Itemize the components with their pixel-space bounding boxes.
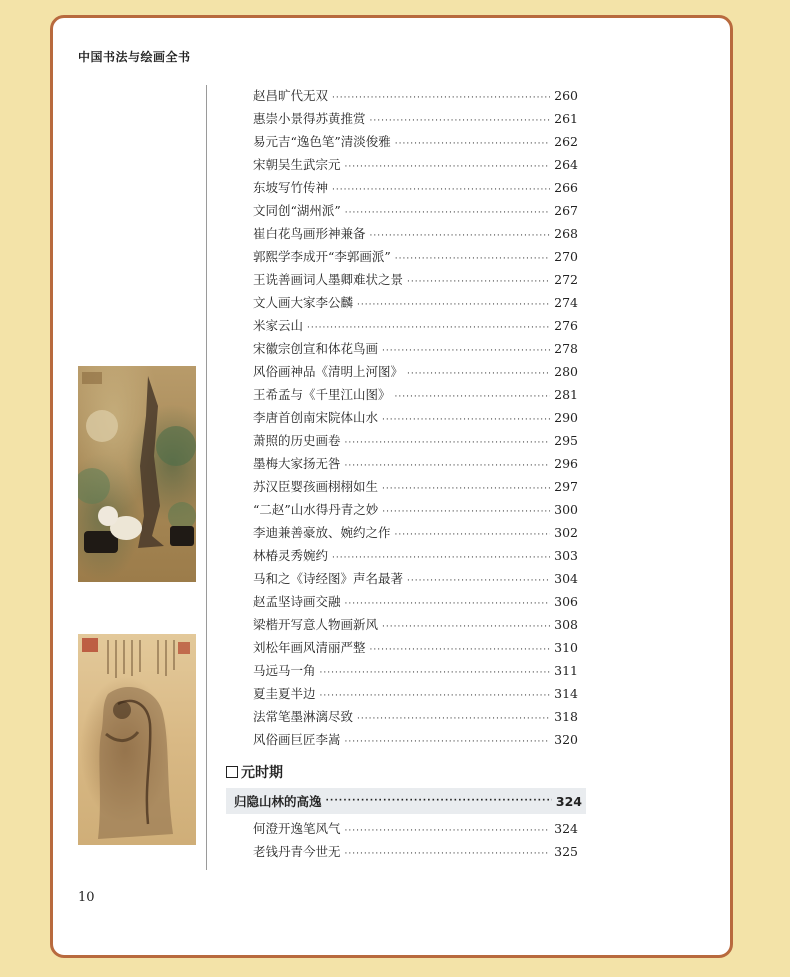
dot-leader bbox=[345, 432, 551, 455]
toc-entry-title: 李迪兼善豪放、婉约之作 bbox=[253, 525, 391, 540]
toc-entry-title: 风俗画巨匠李嵩 bbox=[253, 732, 341, 747]
toc-entry[interactable] bbox=[253, 659, 578, 682]
dot-leader bbox=[382, 409, 550, 432]
dot-leader bbox=[345, 843, 551, 866]
dot-leader bbox=[407, 363, 550, 386]
dot-leader bbox=[320, 685, 551, 708]
toc-entry-page: 300 bbox=[554, 502, 578, 517]
section-heading bbox=[226, 762, 283, 782]
section-heading-label: 元时期 bbox=[241, 765, 283, 781]
toc-entry[interactable] bbox=[253, 84, 578, 107]
dot-leader bbox=[382, 616, 550, 639]
dot-leader bbox=[395, 133, 550, 156]
toc-entry-title: 萧照的历史画卷 bbox=[253, 433, 341, 448]
dot-leader bbox=[357, 708, 550, 731]
toc-entry[interactable] bbox=[253, 728, 578, 751]
toc-entry[interactable] bbox=[253, 153, 578, 176]
toc-entry[interactable] bbox=[253, 590, 578, 613]
toc-entry-title: 马远马一角 bbox=[253, 663, 316, 678]
toc-entry-title: “二赵”山水得丹青之妙 bbox=[253, 502, 379, 517]
dot-leader bbox=[345, 731, 551, 754]
painting-illustration bbox=[78, 634, 196, 845]
divider-line bbox=[206, 85, 207, 870]
toc-entry-page: 278 bbox=[554, 341, 578, 356]
dot-leader bbox=[345, 202, 550, 225]
toc-entry-title: 米家云山 bbox=[253, 318, 304, 333]
dot-leader bbox=[395, 248, 550, 271]
toc-entry-page: 268 bbox=[554, 226, 578, 241]
toc-entry-page: 304 bbox=[554, 571, 578, 586]
toc-entry-title: 马和之《诗经图》声名最著 bbox=[253, 571, 404, 586]
toc-entry-page: 311 bbox=[554, 663, 578, 678]
dot-leader bbox=[407, 271, 550, 294]
toc-entry-title: 文人画大家李公麟 bbox=[253, 295, 354, 310]
toc-entry-page: 272 bbox=[554, 272, 578, 287]
dot-leader bbox=[382, 340, 550, 363]
toc-entry[interactable] bbox=[253, 705, 578, 728]
toc-entry-page: 267 bbox=[554, 203, 578, 218]
toc-entry-page: 318 bbox=[554, 709, 578, 724]
toc-entry-page: 302 bbox=[554, 525, 578, 540]
toc-entry-title: 李唐首创南宋院体山水 bbox=[253, 410, 379, 425]
running-header: 中国书法与绘画全书 bbox=[78, 50, 191, 64]
toc-entry-title: 易元吉“逸色笔”清淡俊雅 bbox=[253, 134, 391, 149]
toc-entry-page: 270 bbox=[554, 249, 578, 264]
toc-entry-page: 290 bbox=[554, 410, 578, 425]
dot-leader bbox=[370, 110, 551, 133]
dot-leader bbox=[370, 639, 551, 662]
toc-entry-page: 325 bbox=[554, 844, 578, 859]
toc-entry-page: 308 bbox=[554, 617, 578, 632]
toc-entry-title: 墨梅大家扬无咎 bbox=[253, 456, 341, 471]
toc-entry-title: 刘松年画风清丽严整 bbox=[253, 640, 366, 655]
toc-entry-title: 王希孟与《千里江山图》 bbox=[253, 387, 391, 402]
toc-entry-title: 宋徽宗创宣和体花鸟画 bbox=[253, 341, 379, 356]
toc-entry[interactable] bbox=[253, 475, 578, 498]
toc-entry-page: 303 bbox=[554, 548, 578, 563]
toc-entry[interactable] bbox=[253, 360, 578, 383]
dot-leader bbox=[326, 796, 552, 806]
toc-entry-title: 林椿灵秀婉约 bbox=[253, 548, 329, 563]
toc-entry[interactable] bbox=[253, 682, 578, 705]
toc-entry-page: 260 bbox=[554, 88, 578, 103]
toc-entry-page: 310 bbox=[554, 640, 578, 655]
table-of-contents-continued bbox=[253, 817, 578, 863]
painting-image-garden bbox=[78, 366, 196, 582]
toc-entry-page: 281 bbox=[554, 387, 578, 402]
toc-entry-title: 老钱丹青今世无 bbox=[253, 844, 341, 859]
toc-entry[interactable] bbox=[253, 567, 578, 590]
toc-entry[interactable] bbox=[253, 222, 578, 245]
toc-entry[interactable] bbox=[253, 498, 578, 521]
toc-entry[interactable] bbox=[253, 268, 578, 291]
toc-entry-title: 东坡写竹传神 bbox=[253, 180, 329, 195]
dot-leader bbox=[370, 225, 551, 248]
dot-leader bbox=[395, 524, 551, 547]
toc-entry[interactable] bbox=[253, 817, 578, 840]
painting-image-figure bbox=[78, 634, 196, 845]
subsection-entry[interactable] bbox=[226, 788, 586, 814]
dot-leader bbox=[320, 662, 551, 685]
toc-entry-page: 266 bbox=[554, 180, 578, 195]
subsection-page: 324 bbox=[555, 793, 582, 809]
dot-leader bbox=[395, 386, 551, 409]
toc-entry[interactable] bbox=[253, 452, 578, 475]
toc-entry-title: 梁楷开写意人物画新风 bbox=[253, 617, 379, 632]
toc-entry[interactable] bbox=[253, 544, 578, 567]
toc-entry-page: 314 bbox=[554, 686, 578, 701]
toc-entry[interactable] bbox=[253, 107, 578, 130]
toc-entry-title: 王诜善画词人墨卿难状之景 bbox=[253, 272, 404, 287]
toc-entry-page: 264 bbox=[554, 157, 578, 172]
toc-entry-page: 320 bbox=[554, 732, 578, 747]
toc-entry[interactable] bbox=[253, 199, 578, 222]
toc-entry-page: 262 bbox=[554, 134, 578, 149]
dot-leader bbox=[357, 294, 550, 317]
toc-entry-title: 赵昌旷代无双 bbox=[253, 88, 329, 103]
toc-entry[interactable] bbox=[253, 176, 578, 199]
toc-entry-page: 297 bbox=[554, 479, 578, 494]
toc-entry[interactable] bbox=[253, 840, 578, 863]
toc-entry[interactable] bbox=[253, 613, 578, 636]
toc-entry[interactable] bbox=[253, 245, 578, 268]
dot-leader bbox=[382, 501, 550, 524]
toc-entry-page: 306 bbox=[554, 594, 578, 609]
toc-entry-title: 文同创“湖州派” bbox=[253, 203, 341, 218]
checkbox-square-icon bbox=[226, 766, 238, 778]
toc-entry[interactable] bbox=[253, 429, 578, 452]
dot-leader bbox=[345, 820, 551, 843]
dot-leader bbox=[345, 156, 551, 179]
toc-entry-page: 296 bbox=[554, 456, 578, 471]
toc-entry-page: 295 bbox=[554, 433, 578, 448]
toc-entry[interactable] bbox=[253, 406, 578, 429]
toc-entry-title: 崔白花鸟画形神兼备 bbox=[253, 226, 366, 241]
toc-entry-title: 夏圭夏半边 bbox=[253, 686, 316, 701]
toc-entry-title: 风俗画神品《清明上河图》 bbox=[253, 364, 404, 379]
toc-entry-page: 274 bbox=[554, 295, 578, 310]
subsection-title: 归隐山林的高逸 bbox=[234, 794, 322, 809]
toc-entry-title: 惠崇小景得苏黄推赏 bbox=[253, 111, 366, 126]
toc-entry[interactable] bbox=[253, 337, 578, 360]
toc-entry[interactable] bbox=[253, 383, 578, 406]
dot-leader bbox=[332, 179, 550, 202]
toc-entry-page: 261 bbox=[554, 111, 578, 126]
painting-illustration bbox=[78, 366, 196, 582]
toc-entry-title: 郭熙学李成开“李郭画派” bbox=[253, 249, 391, 264]
dot-leader bbox=[382, 478, 550, 501]
table-of-contents bbox=[253, 84, 578, 751]
toc-entry[interactable] bbox=[253, 291, 578, 314]
toc-entry[interactable] bbox=[253, 521, 578, 544]
toc-entry-title: 法常笔墨淋漓尽致 bbox=[253, 709, 354, 724]
toc-entry-title: 宋朝吴生武宗元 bbox=[253, 157, 341, 172]
toc-entry-title: 何澄开逸笔风气 bbox=[253, 821, 341, 836]
toc-entry-page: 280 bbox=[554, 364, 578, 379]
toc-entry-page: 324 bbox=[554, 821, 578, 836]
toc-entry-page: 276 bbox=[554, 318, 578, 333]
toc-entry-title: 赵孟坚诗画交融 bbox=[253, 594, 341, 609]
toc-entry[interactable] bbox=[253, 130, 578, 153]
dot-leader bbox=[407, 570, 550, 593]
toc-entry[interactable] bbox=[253, 314, 578, 337]
toc-entry[interactable] bbox=[253, 636, 578, 659]
toc-entry-title: 苏汉臣婴孩画栩栩如生 bbox=[253, 479, 379, 494]
page-number: 10 bbox=[78, 890, 95, 905]
